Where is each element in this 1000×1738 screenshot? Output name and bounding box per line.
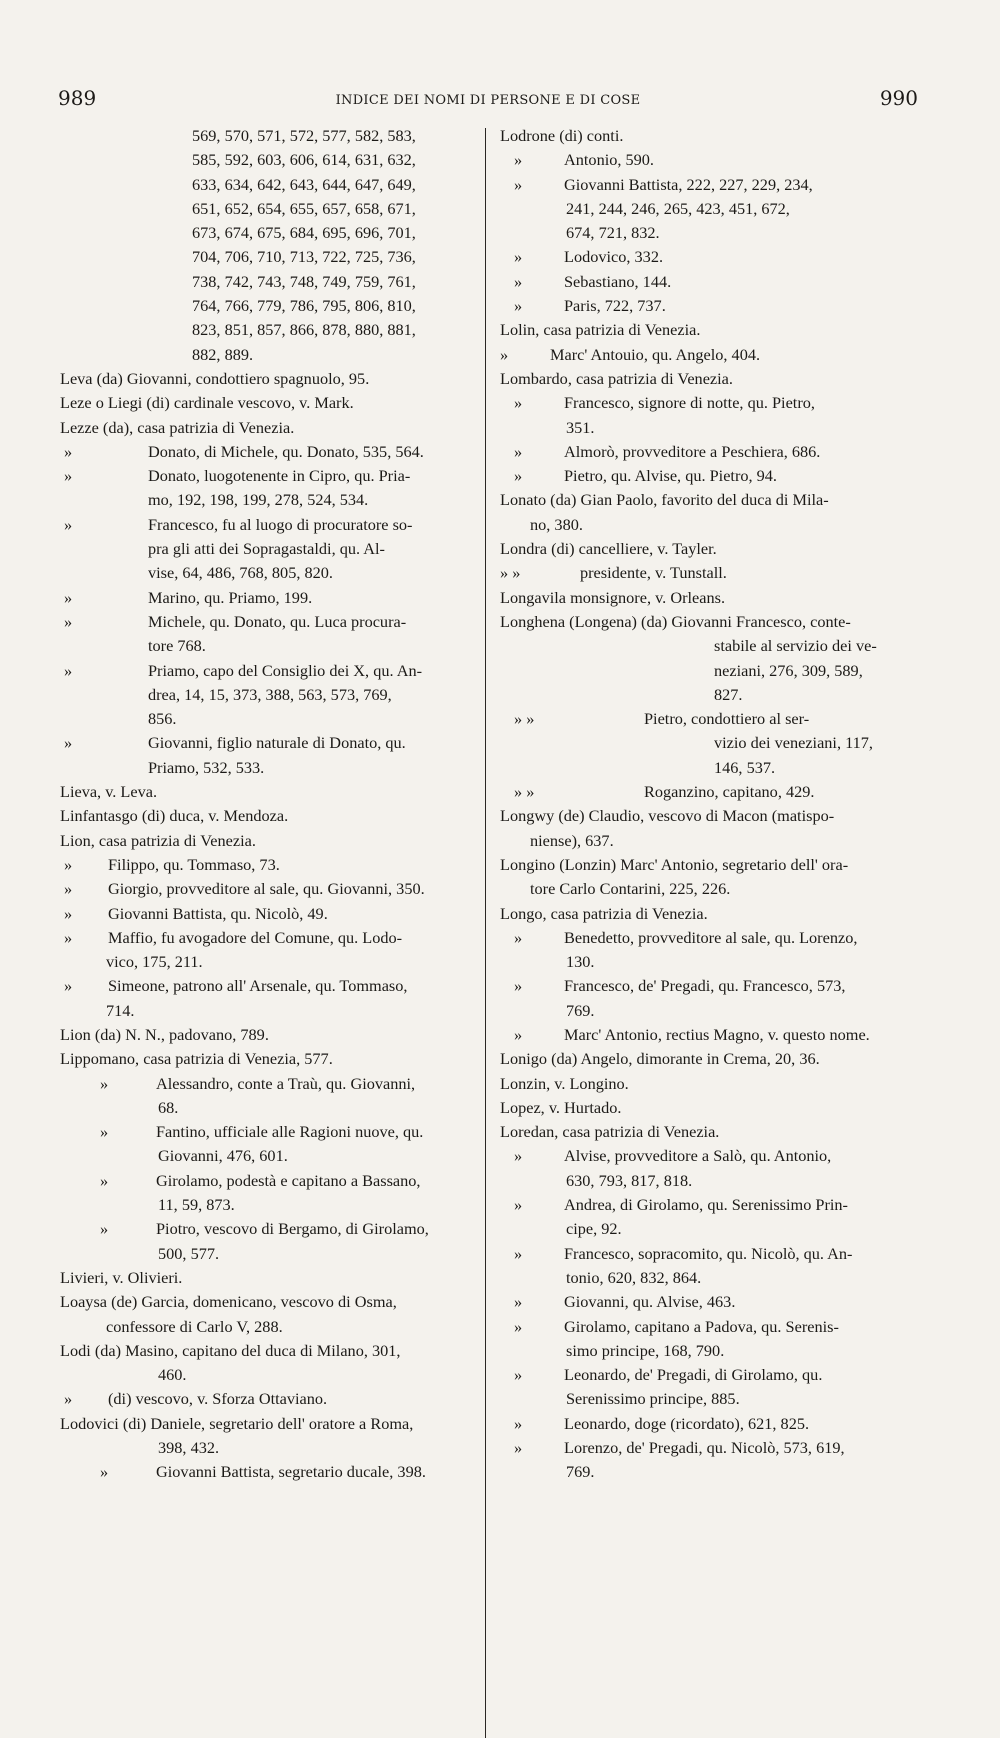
index-line (500, 343, 912, 367)
index-entry-text: Lodovici (di) Daniele, segretario dell' oratore a Roma, (60, 1413, 414, 1433)
index-entry-text: Livieri, v. Olivieri. (60, 1267, 183, 1287)
index-line (60, 537, 478, 561)
index-entry-text: Lonigo (da) Angelo, dimorante in Crema, 20, 36. (500, 1049, 820, 1069)
index-entry-text: Alessandro, conte a Traù, qu. Giovanni, (156, 1073, 416, 1093)
index-entry-text: tonio, 620, 832, 864. (566, 1267, 702, 1287)
ditto-mark: » (64, 514, 73, 534)
index-entry-text: 673, 674, 675, 684, 695, 696, 701, (192, 223, 416, 243)
index-entry-text: 704, 706, 710, 713, 722, 725, 736, (192, 247, 416, 267)
index-line (500, 440, 912, 464)
index-line (500, 367, 912, 391)
index-line (500, 173, 912, 197)
index-entry-text: Leze o Liegi (di) cardinale vescovo, v. Mark. (60, 393, 354, 413)
index-line (60, 245, 478, 269)
index-entry-text: Giovanni, qu. Alvise, 463. (564, 1292, 736, 1312)
index-entry-text: Loaysa (de) Garcia, domenicano, vescovo di Osma, (60, 1292, 397, 1312)
index-line (60, 1363, 478, 1387)
index-line (500, 221, 912, 245)
index-entry-text: Lippomano, casa patrizia di Venezia, 577. (60, 1049, 333, 1069)
index-line (500, 586, 912, 610)
index-line (500, 780, 912, 804)
index-entry-text: 11, 59, 873. (158, 1195, 235, 1215)
index-column-left (60, 124, 478, 1485)
index-entry-text: neziani, 276, 309, 589, (714, 660, 863, 680)
index-line (500, 1436, 912, 1460)
index-entry-text: Lodi (da) Masino, capitano del duca di Milano, 301, (60, 1340, 401, 1360)
index-line (500, 1363, 912, 1387)
index-entry-text: Pietro, condottiero al ser- (644, 709, 810, 729)
index-entry-text: Serenissimo principe, 885. (566, 1389, 740, 1409)
index-line (60, 270, 478, 294)
index-entry-text: Lopez, v. Hurtado. (500, 1097, 622, 1117)
index-line (500, 1290, 912, 1314)
index-entry-text: 764, 766, 779, 786, 795, 806, 810, (192, 296, 416, 316)
index-line (60, 367, 478, 391)
index-line (60, 1072, 478, 1096)
ditto-mark: » (64, 733, 73, 753)
column-divider (485, 128, 486, 1738)
ditto-mark: » (514, 466, 523, 486)
index-line (60, 804, 478, 828)
ditto-mark: » (100, 1219, 109, 1239)
index-entry-text: simo principe, 168, 790. (566, 1340, 725, 1360)
ditto-mark: » (100, 1462, 109, 1482)
index-entry-text: 823, 851, 857, 866, 878, 880, 881, (192, 320, 416, 340)
ditto-mark: » (64, 466, 73, 486)
index-entry-text: Donato, luogotenente in Cipro, qu. Pria- (148, 466, 411, 486)
index-line (500, 974, 912, 998)
index-entry-text: 585, 592, 603, 606, 614, 631, 632, (192, 150, 416, 170)
index-line (60, 294, 478, 318)
index-entry-text: Piotro, vescovo di Bergamo, di Girolamo, (156, 1219, 429, 1239)
index-entry-text: 769. (566, 1462, 595, 1482)
index-line (500, 829, 912, 853)
index-entry-text: 714. (106, 1000, 135, 1020)
index-entry-text: 146, 537. (714, 757, 776, 777)
index-line (60, 124, 478, 148)
index-line (500, 1047, 912, 1071)
index-entry-text: 674, 721, 832. (566, 223, 660, 243)
index-line (60, 148, 478, 172)
index-line (500, 488, 912, 512)
index-line (60, 634, 478, 658)
index-line (500, 245, 912, 269)
ditto-mark: » (64, 976, 73, 996)
index-entry-text: Lolin, casa patrizia di Venezia. (500, 320, 701, 340)
index-entry-text: Longhena (Longena) (da) Giovanni Francesco, conte- (500, 611, 851, 631)
ditto-mark: » (514, 927, 523, 947)
index-entry-text: Leonardo, de' Pregadi, di Girolamo, qu. (564, 1365, 823, 1385)
ditto-mark: » (64, 587, 73, 607)
index-entry-text: drea, 14, 15, 373, 388, 563, 573, 769, (148, 684, 392, 704)
index-line (500, 416, 912, 440)
index-entry-text: Andrea, di Girolamo, qu. Serenissimo Prin- (564, 1195, 848, 1215)
index-line (500, 270, 912, 294)
ditto-mark: » » (500, 563, 521, 583)
index-line (500, 148, 912, 172)
index-entry-text: Giovanni Battista, segretario ducale, 398. (156, 1462, 426, 1482)
index-entry-text: Fantino, ufficiale alle Ragioni nuove, qu. (156, 1122, 424, 1142)
index-entry-text: vise, 64, 486, 768, 805, 820. (148, 563, 333, 583)
ditto-mark: » (514, 1365, 523, 1385)
ditto-mark: » (514, 150, 523, 170)
index-entry-text: Lonzin, v. Longino. (500, 1073, 629, 1093)
index-entry-text: 460. (158, 1365, 187, 1385)
index-entry-text: tore Carlo Contarini, 225, 226. (530, 879, 731, 899)
index-line (60, 731, 478, 755)
index-entry-text: confessore di Carlo V, 288. (106, 1316, 283, 1336)
index-line (60, 707, 478, 731)
ditto-mark: » (514, 174, 523, 194)
index-entry-text: mo, 192, 198, 199, 278, 524, 534. (148, 490, 369, 510)
index-line (60, 318, 478, 342)
ditto-mark: » (514, 976, 523, 996)
index-line (60, 853, 478, 877)
index-line (60, 488, 478, 512)
index-entry-text: Linfantasgo (di) duca, v. Mendoza. (60, 806, 289, 826)
ditto-mark: » (514, 247, 523, 267)
ditto-mark: » (514, 393, 523, 413)
index-entry-text: Londra (di) cancelliere, v. Tayler. (500, 539, 717, 559)
index-line (60, 683, 478, 707)
index-entry-text: Giovanni Battista, qu. Nicolò, 49. (108, 903, 328, 923)
ditto-mark: » (514, 1243, 523, 1263)
index-entry-text: Francesco, fu al luogo di procuratore so- (148, 514, 413, 534)
index-entry-text: Lion (da) N. N., padovano, 789. (60, 1024, 269, 1044)
ditto-mark: » (514, 1024, 523, 1044)
ditto-mark: » (514, 271, 523, 291)
ditto-mark: » (514, 1438, 523, 1458)
index-entry-text: Antonio, 590. (564, 150, 655, 170)
index-entry-text: Alvise, provveditore a Salò, qu. Antonio, (564, 1146, 832, 1166)
index-line (500, 804, 912, 828)
ditto-mark: » (514, 1316, 523, 1336)
index-line (60, 1412, 478, 1436)
ditto-mark: » (64, 1389, 73, 1409)
index-entry-text: Priamo, 532, 533. (148, 757, 265, 777)
index-line (500, 1460, 912, 1484)
index-line (500, 1217, 912, 1241)
index-entry-text: vizio dei veneziani, 117, (714, 733, 873, 753)
index-line (500, 513, 912, 537)
index-line (500, 294, 912, 318)
index-entry-text: 68. (158, 1097, 179, 1117)
index-line (500, 683, 912, 707)
index-line (500, 999, 912, 1023)
index-line (500, 1096, 912, 1120)
index-line (60, 1290, 478, 1314)
index-line (500, 950, 912, 974)
index-entry-text: Filippo, qu. Tommaso, 73. (108, 854, 280, 874)
running-title: INDICE DEI NOMI DI PERSONE E DI COSE (335, 93, 641, 108)
index-entry-text: 241, 244, 246, 265, 423, 451, 672, (566, 198, 790, 218)
index-line (60, 416, 478, 440)
index-entry-text: Lonato (da) Gian Paolo, favorito del duca di Mila- (500, 490, 829, 510)
index-entry-text: Sebastiano, 144. (564, 271, 672, 291)
index-entry-text: Marc' Antouio, qu. Angelo, 404. (550, 344, 761, 364)
index-entry-text: 769. (566, 1000, 595, 1020)
index-entry-text: Leva (da) Giovanni, condottiero spagnuolo, 95. (60, 368, 370, 388)
index-line (60, 1169, 478, 1193)
index-entry-text: 633, 634, 642, 643, 644, 647, 649, (192, 174, 416, 194)
ditto-mark: » (514, 1146, 523, 1166)
index-line (60, 926, 478, 950)
index-entry-text: 827. (714, 684, 743, 704)
index-entry-text: 351. (566, 417, 595, 437)
index-line (60, 513, 478, 537)
index-entry-text: Marino, qu. Priamo, 199. (148, 587, 313, 607)
index-line (500, 1144, 912, 1168)
index-entry-text: 398, 432. (158, 1438, 220, 1458)
index-entry-text: niense), 637. (530, 830, 614, 850)
index-entry-text: Lion, casa patrizia di Venezia. (60, 830, 256, 850)
ditto-mark: » (514, 1195, 523, 1215)
ditto-mark: » (100, 1170, 109, 1190)
index-line (500, 537, 912, 561)
index-entry-text: Longwy (de) Claudio, vescovo di Macon (matispo- (500, 806, 835, 826)
index-entry-text: Priamo, capo del Consiglio dei X, qu. An- (148, 660, 423, 680)
index-line (500, 926, 912, 950)
index-entry-text: Girolamo, capitano a Padova, qu. Serenis- (564, 1316, 839, 1336)
index-line (60, 1436, 478, 1460)
index-line (500, 1193, 912, 1217)
index-line (60, 1023, 478, 1047)
index-line (500, 561, 912, 585)
index-line (500, 1412, 912, 1436)
index-entry-text: 651, 652, 654, 655, 657, 658, 671, (192, 198, 416, 218)
index-line (500, 1339, 912, 1363)
index-line (60, 756, 478, 780)
index-column-right (500, 124, 912, 1485)
ditto-mark: » » (514, 782, 535, 802)
index-line (60, 586, 478, 610)
ditto-mark: » (100, 1073, 109, 1093)
index-entry-text: cipe, 92. (566, 1219, 622, 1239)
index-line (500, 318, 912, 342)
index-entry-text: 630, 793, 817, 818. (566, 1170, 693, 1190)
index-line (500, 731, 912, 755)
index-line (60, 610, 478, 634)
index-entry-text: Almorò, provveditore a Peschiera, 686. (564, 441, 821, 461)
ditto-mark: » (514, 296, 523, 316)
ditto-mark: » » (514, 709, 535, 729)
index-line (60, 950, 478, 974)
index-line (500, 1387, 912, 1411)
index-line (60, 1047, 478, 1071)
index-line (60, 1460, 478, 1484)
index-entry-text: Roganzino, capitano, 429. (644, 782, 815, 802)
index-line (60, 902, 478, 926)
index-line (60, 829, 478, 853)
index-line (60, 343, 478, 367)
index-entry-text: Longo, casa patrizia di Venezia. (500, 903, 708, 923)
index-line (500, 1266, 912, 1290)
index-line (60, 197, 478, 221)
index-entry-text: Giovanni, 476, 601. (158, 1146, 288, 1166)
index-entry-text: Marc' Antonio, rectius Magno, v. questo nome. (564, 1024, 870, 1044)
index-entry-text: Simeone, patrono all' Arsenale, qu. Tommaso, (108, 976, 408, 996)
index-line (500, 1169, 912, 1193)
index-entry-text: Loredan, casa patrizia di Venezia. (500, 1122, 720, 1142)
ditto-mark: » (64, 927, 73, 947)
ditto-mark: » (500, 344, 509, 364)
index-entry-text: 500, 577. (158, 1243, 220, 1263)
index-entry-text: 569, 570, 571, 572, 577, 582, 583, (192, 126, 416, 145)
index-line (60, 561, 478, 585)
index-line (60, 391, 478, 415)
index-entry-text: vico, 175, 211. (106, 952, 203, 972)
index-entry-text: 130. (566, 952, 595, 972)
index-line (60, 173, 478, 197)
ditto-mark: » (64, 903, 73, 923)
index-entry-text: presidente, v. Tunstall. (580, 563, 727, 583)
index-line (500, 610, 912, 634)
index-line (500, 877, 912, 901)
index-entry-text: Michele, qu. Donato, qu. Luca procura- (148, 611, 407, 631)
index-line (60, 659, 478, 683)
index-line (60, 1096, 478, 1120)
index-entry-text: no, 380. (530, 514, 583, 534)
ditto-mark: » (64, 879, 73, 899)
ditto-mark: » (514, 441, 523, 461)
index-line (60, 877, 478, 901)
index-entry-text: Pietro, qu. Alvise, qu. Pietro, 94. (564, 466, 778, 486)
ditto-mark: » (514, 1292, 523, 1312)
index-line (500, 1120, 912, 1144)
index-line (500, 1023, 912, 1047)
index-entry-text: Giovanni, figlio naturale di Donato, qu. (148, 733, 406, 753)
index-entry-text: tore 768. (148, 636, 206, 656)
index-entry-text: Girolamo, podestà e capitano a Bassano, (156, 1170, 421, 1190)
index-line (60, 1217, 478, 1241)
index-line (500, 1315, 912, 1339)
index-entry-text: 882, 889. (192, 344, 254, 364)
index-entry-text: Longavila monsignore, v. Orleans. (500, 587, 726, 607)
index-line (60, 780, 478, 804)
index-entry-text: Lezze (da), casa patrizia di Venezia. (60, 417, 295, 437)
index-entry-text: Francesco, signore di notte, qu. Pietro, (564, 393, 815, 413)
index-line (60, 1387, 478, 1411)
index-line (500, 756, 912, 780)
index-line (500, 707, 912, 731)
index-line (60, 1242, 478, 1266)
index-line (60, 440, 478, 464)
index-entry-text: Lombardo, casa patrizia di Venezia. (500, 368, 733, 388)
index-line (500, 634, 912, 658)
ditto-mark: » (64, 660, 73, 680)
index-line (500, 1242, 912, 1266)
ditto-mark: » (64, 441, 73, 461)
index-line (60, 999, 478, 1023)
index-entry-text: 856. (148, 709, 177, 729)
ditto-mark: » (514, 1413, 523, 1433)
index-line (60, 464, 478, 488)
index-line (60, 1120, 478, 1144)
index-line (60, 1315, 478, 1339)
page-number-left: 989 (58, 86, 97, 110)
index-entry-text: (di) vescovo, v. Sforza Ottaviano. (108, 1389, 328, 1409)
index-line (500, 464, 912, 488)
index-entry-text: Longino (Lonzin) Marc' Antonio, segretario dell' ora- (500, 854, 849, 874)
index-line (60, 1193, 478, 1217)
index-line (60, 221, 478, 245)
index-entry-text: Francesco, de' Pregadi, qu. Francesco, 573, (564, 976, 846, 996)
index-entry-text: Donato, di Michele, qu. Donato, 535, 564. (148, 441, 424, 461)
index-entry-text: Lodrone (di) conti. (500, 126, 624, 145)
index-entry-text: Giovanni Battista, 222, 227, 229, 234, (564, 174, 813, 194)
index-line (500, 853, 912, 877)
index-entry-text: 738, 742, 743, 748, 749, 759, 761, (192, 271, 416, 291)
index-entry-text: Francesco, sopracomito, qu. Nicolò, qu. An- (564, 1243, 853, 1263)
index-line (60, 1339, 478, 1363)
index-entry-text: Giorgio, provveditore al sale, qu. Giovanni, 350. (108, 879, 425, 899)
index-line (60, 1144, 478, 1168)
index-line (500, 391, 912, 415)
index-entry-text: Maffio, fu avogadore del Comune, qu. Lodo- (108, 927, 403, 947)
index-line (500, 1072, 912, 1096)
index-entry-text: Lodovico, 332. (564, 247, 664, 267)
index-line (60, 974, 478, 998)
index-entry-text: Lorenzo, de' Pregadi, qu. Nicolò, 573, 619, (564, 1438, 845, 1458)
index-line (60, 1266, 478, 1290)
page-header (58, 86, 918, 116)
index-line (500, 902, 912, 926)
index-line (500, 659, 912, 683)
index-entry-text: pra gli atti dei Sopragastaldi, qu. Al- (148, 539, 385, 559)
index-line (500, 124, 912, 148)
index-entry-text: stabile al servizio dei ve- (714, 636, 877, 656)
index-entry-text: Leonardo, doge (ricordato), 621, 825. (564, 1413, 810, 1433)
index-entry-text: Lieva, v. Leva. (60, 782, 158, 802)
index-entry-text: Benedetto, provveditore al sale, qu. Lorenzo, (564, 927, 858, 947)
ditto-mark: » (100, 1122, 109, 1142)
ditto-mark: » (64, 611, 73, 631)
index-line (500, 197, 912, 221)
ditto-mark: » (64, 854, 73, 874)
index-entry-text: Paris, 722, 737. (564, 296, 666, 316)
page-number-right: 990 (879, 86, 918, 110)
